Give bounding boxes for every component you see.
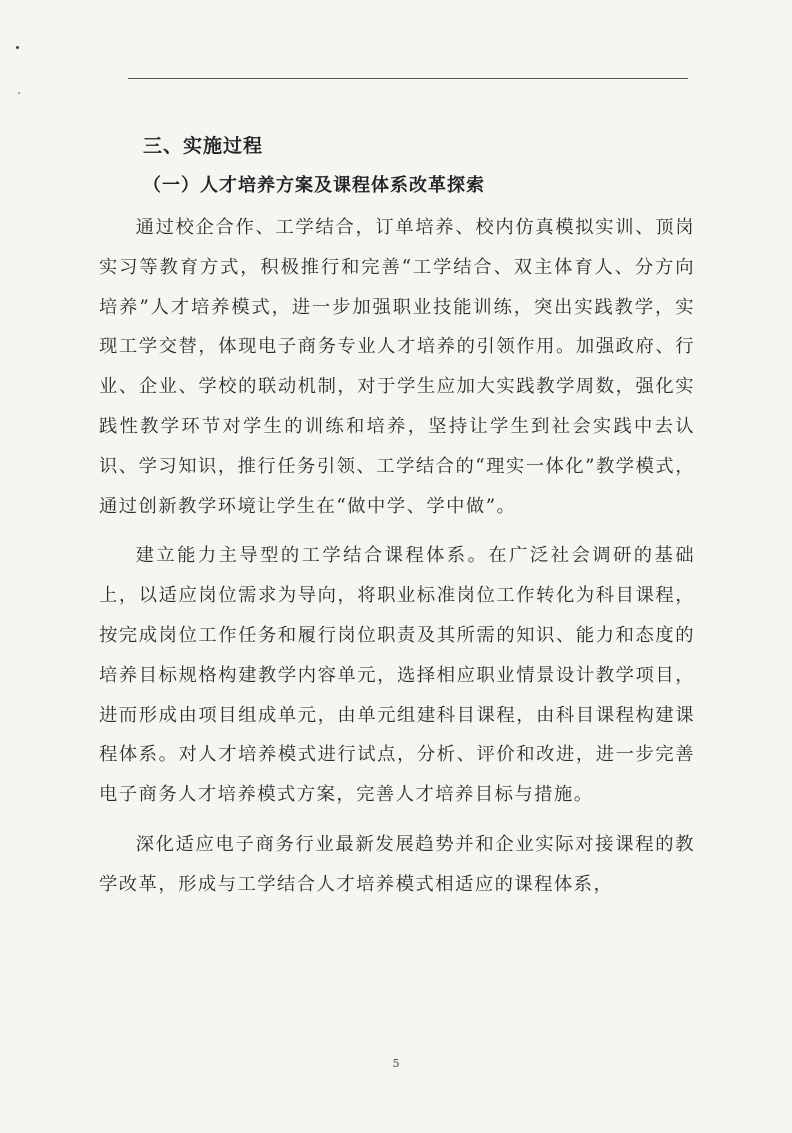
document-body — [99, 128, 695, 915]
sub-heading: （一）人才培养方案及课程体系改革探索 — [143, 175, 485, 196]
paragraph: 建立能力主导型的工学结合课程体系。在广泛社会调研的基础上，以适应岗位需求为导向，将职业标准岗位工作转化为科目课程，按完成岗位工作任务和履行岗位职责及其所需的知识、能力和态度的培养目标规格构建教学内容单元，选择相应职业情景设计教学项目，进而形成由项目组成单元，由单元组建科目课程，由科目课程构建课程体系。对人才培养模式进行试点，分析、评价和改进，进一步完善电子商务人才培养模式方案，完善人才培养目标与措施。 — [99, 545, 695, 806]
section-heading: 三、实施过程 — [143, 135, 264, 157]
header-rule — [128, 78, 688, 79]
scan-speck — [18, 92, 20, 94]
paragraph: 通过校企合作、工学结合，订单培养、校内仿真模拟实训、顶岗实习等教育方式，积极推行和完善“工学结合、双主体育人、分方向培养”人才培养模式，进一步加强职业技能训练，突出实践教学，实现工学交替，体现电子商务专业人才培养的引领作用。加强政府、行业、企业、学校的联动机制，对于学生应加大实践教学周数，强化实践性教学环节对学生的训练和培养，坚持让学生到社会实践中去认识、学习知识，推行任务引领、工学结合的“理实一体化”教学模式，通过创新教学环境让学生在“做中学、学中做”。 — [99, 217, 695, 517]
scan-speck — [16, 46, 19, 49]
paragraph: 深化适应电子商务行业最新发展趋势并和企业实际对接课程的教学改革，形成与工学结合人才培养模式相适应的课程体系， — [99, 833, 695, 895]
page-number: 5 — [392, 1057, 400, 1070]
